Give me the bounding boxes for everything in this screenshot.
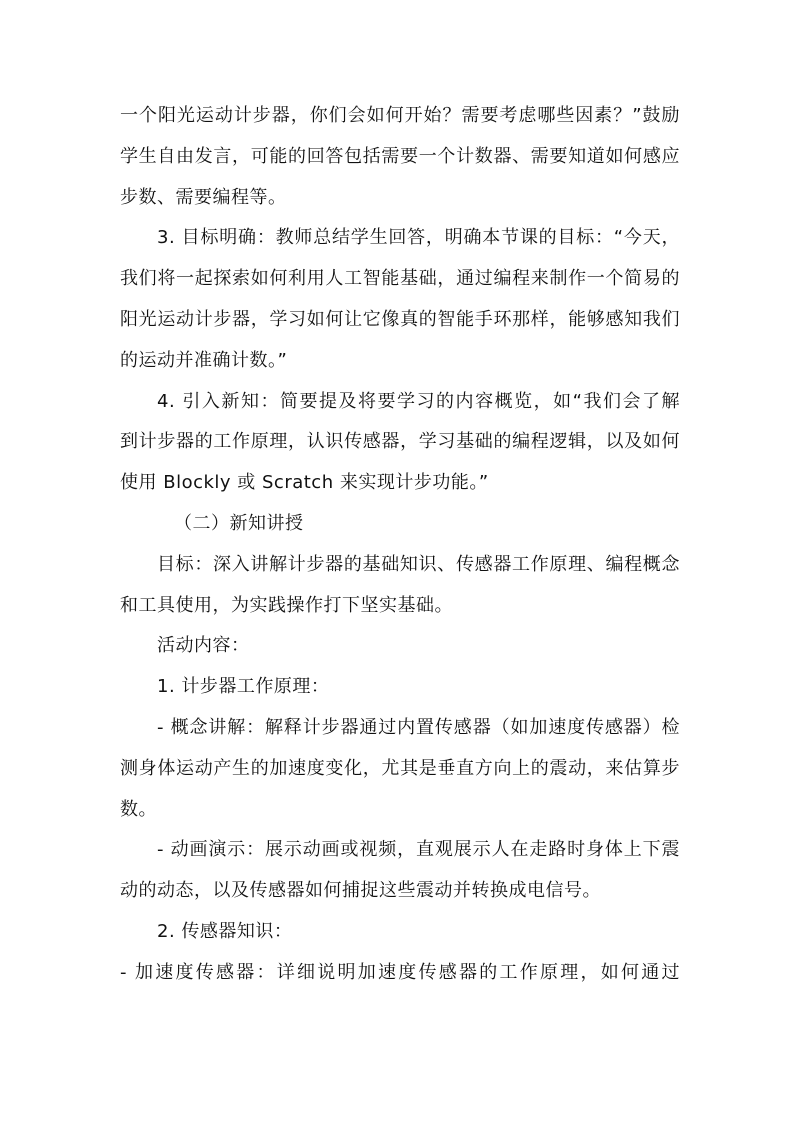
text-line: 测身体运动产生的加速度变化，尤其是垂直方向上的震动，来估算步 [120, 757, 680, 779]
paragraph-animation-demo [120, 830, 680, 912]
document-body [120, 96, 680, 994]
section-heading: （二）新知讲授 [174, 512, 304, 534]
paragraph-goal-clarification [120, 218, 680, 381]
text-line: 的运动并准确计数。” [120, 349, 288, 371]
text-line: 数。 [120, 798, 157, 820]
text-line: 我们将一起探索如何利用人工智能基础，通过编程来制作一个简易的 [120, 268, 680, 290]
paragraph-acceleration-sensor [120, 953, 680, 994]
paragraph-concept-explanation [120, 708, 680, 830]
text-line: 和工具使用，为实践操作打下坚实基础。 [120, 594, 453, 616]
text-line: 阳光运动计步器，学习如何让它像真的智能手环那样，能够感知我们 [120, 308, 680, 330]
text-line: 学生自由发言，可能的回答包括需要一个计数器、需要知道如何感应 [120, 145, 680, 167]
paragraph-intro-continuation [120, 96, 680, 218]
paragraph-objective [120, 545, 680, 627]
text-line: 目标：深入讲解计步器的基础知识、传感器工作原理、编程概念 [157, 553, 680, 575]
paragraph-introduce-new-knowledge [120, 382, 680, 504]
text-line: 使用 Blockly 或 Scratch 来实现计步功能。” [120, 472, 489, 494]
text-line: - 概念讲解：解释计步器通过内置传感器（如加速度传感器）检 [157, 716, 680, 738]
text-line: 3. 目标明确：教师总结学生回答，明确本节课的目标：“今天， [157, 227, 680, 249]
text-line: 到计步器的工作原理，认识传感器，学习基础的编程逻辑，以及如何 [120, 431, 680, 453]
text-line: 4. 引入新知：简要提及将要学习的内容概览，如“我们会了解 [157, 390, 680, 412]
paragraph-activity-content: 活动内容： [157, 635, 250, 657]
text-line: 步数、需要编程等。 [120, 186, 287, 208]
list-item-pedometer-principle: 1. 计步器工作原理： [157, 676, 330, 698]
list-item-sensor-knowledge: 2. 传感器知识： [157, 920, 293, 942]
text-line: 一个阳光运动计步器，你们会如何开始？需要考虑哪些因素？”鼓励 [120, 105, 680, 126]
text-line: - 动画演示：展示动画或视频，直观展示人在走路时身体上下震 [157, 839, 680, 861]
text-line: 动的动态，以及传感器如何捕捉这些震动并转换成电信号。 [120, 880, 601, 902]
text-line: - 加速度传感器：详细说明加速度传感器的工作原理，如何通过 [120, 961, 680, 983]
